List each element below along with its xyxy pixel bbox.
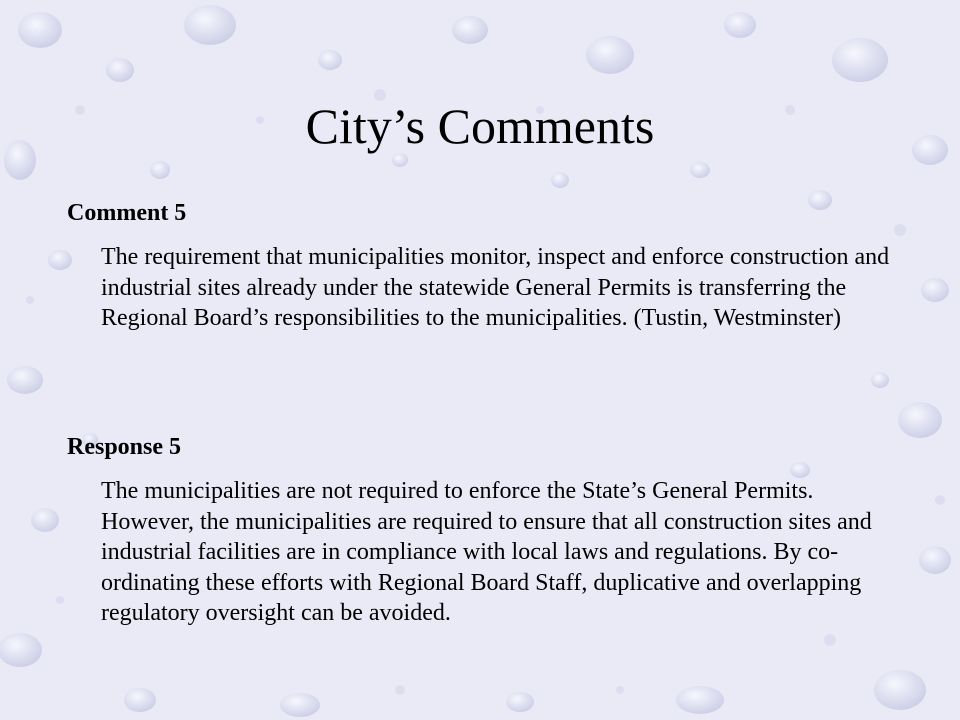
comment-section bbox=[67, 198, 907, 334]
comment-body: The requirement that municipalities monitor, inspect and enforce construction and industrial sites already under the statewide General Permits is transferring the Regional Board’s responsibilities to the municipalities. (Tustin, Westminster) bbox=[101, 244, 890, 331]
response-body: The municipalities are not required to enforce the State’s General Permits. However, the municipalities are required to ensure that all construction sites and industrial facilities are in compliance with local laws and regulations. By co-ordinating these efforts with Regional Board Staff, duplicative and overlapping regulatory oversight can be avoided. bbox=[101, 478, 872, 626]
response-heading: Response 5 bbox=[67, 434, 182, 460]
slide-title: City’s Comments bbox=[305, 98, 655, 154]
response-section bbox=[67, 432, 907, 629]
comment-heading: Comment 5 bbox=[67, 200, 187, 226]
